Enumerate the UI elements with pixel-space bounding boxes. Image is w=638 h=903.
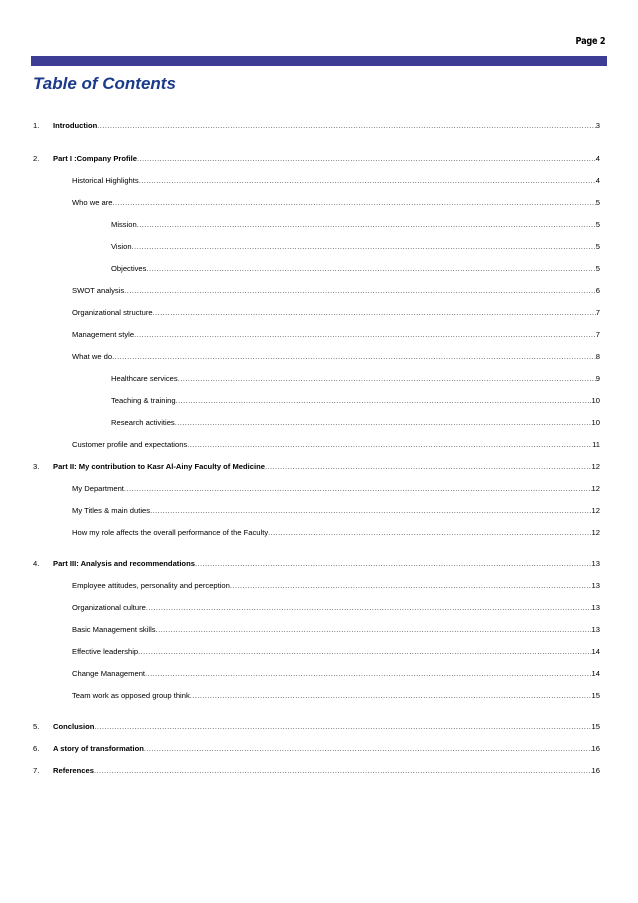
toc-entry-page: 15 [591, 691, 600, 700]
toc-entry-page: 12 [591, 506, 600, 515]
toc-leader-dots [178, 373, 596, 385]
toc-entry[interactable] [0, 527, 638, 539]
toc-leader-dots [268, 527, 591, 539]
toc-leader-dots [265, 461, 592, 473]
toc-entry-page: 7 [595, 308, 600, 317]
toc-leader-dots [144, 743, 592, 755]
toc-entry-page: 5 [595, 220, 600, 229]
toc-leader-dots [124, 483, 592, 495]
toc-entry-label: Objectives [111, 264, 147, 273]
toc-entry[interactable] [0, 646, 638, 658]
toc-entry-label: My Department [72, 484, 124, 493]
toc-entry-page: 8 [595, 352, 600, 361]
toc-entry-page: 13 [591, 603, 600, 612]
toc-entry-number: 6. [33, 744, 40, 753]
toc-leader-dots [146, 263, 595, 275]
toc-leader-dots [134, 329, 596, 341]
toc-entry-label: Part I :Company Profile [53, 154, 137, 163]
toc-entry-row [111, 241, 600, 253]
toc-entry-row [72, 197, 600, 209]
toc-entry-row [111, 395, 600, 407]
toc-entry-page: 13 [591, 559, 600, 568]
toc-entry-row [72, 505, 600, 517]
toc-entry-page: 5 [595, 198, 600, 207]
toc-leader-dots [139, 175, 596, 187]
toc-entry-page: 14 [591, 647, 600, 656]
toc-entry-label: How my role affects the overall performance of the Faculty [72, 528, 269, 537]
toc-entry-row [53, 558, 600, 570]
toc-entry[interactable] [0, 417, 638, 429]
toc-entry[interactable] [0, 153, 638, 165]
toc-entry[interactable] [0, 219, 638, 231]
toc-entry-label: Introduction [53, 121, 98, 130]
toc-entry-label: Customer profile and expectations [72, 440, 188, 449]
toc-entry-page: 13 [591, 581, 600, 590]
toc-entry-page: 5 [595, 242, 600, 251]
toc-entry-row [72, 690, 600, 702]
toc-leader-dots [94, 765, 592, 777]
toc-leader-dots [112, 351, 596, 363]
toc-entry-label: SWOT analysis [72, 286, 125, 295]
toc-leader-dots [94, 721, 591, 733]
toc-entry[interactable] [0, 743, 638, 755]
toc-entry-label: Organizational culture [72, 603, 146, 612]
toc-leader-dots [230, 580, 592, 592]
toc-entry[interactable] [0, 765, 638, 777]
toc-entry[interactable] [0, 329, 638, 341]
toc-leader-dots [190, 690, 592, 702]
toc-entry-number: 3. [33, 462, 40, 471]
toc-entry-row [72, 527, 600, 539]
toc-entry-page: 7 [595, 330, 600, 339]
toc-entry-row [72, 624, 600, 636]
toc-entry-row [53, 153, 600, 165]
toc-entry-row [111, 263, 600, 275]
toc-entry-row [72, 175, 600, 187]
toc-entry-page: 12 [591, 528, 600, 537]
toc-entry[interactable] [0, 505, 638, 517]
toc-entry[interactable] [0, 461, 638, 473]
toc-leader-dots [124, 285, 596, 297]
toc-entry-page: 10 [591, 418, 600, 427]
toc-entry-label: What we do [72, 352, 113, 361]
toc-leader-dots [145, 668, 592, 680]
header-accent-bar [31, 56, 607, 66]
toc-entry-row [72, 439, 600, 451]
toc-entry-page: 3 [595, 121, 600, 130]
toc-leader-dots [113, 197, 596, 209]
toc-leader-dots [195, 558, 592, 570]
toc-entry-label: Part II: My contribution to Kasr Al-Ainy Faculty of Medicine [53, 462, 265, 471]
toc-entry-row [111, 219, 600, 231]
toc-entry[interactable] [0, 439, 638, 451]
toc-entry-number: 7. [33, 766, 40, 775]
toc-entry-page: 9 [595, 374, 600, 383]
toc-leader-dots [132, 241, 596, 253]
toc-entry-label: My Titles & main duties [72, 506, 151, 515]
toc-entry[interactable] [0, 373, 638, 385]
toc-entry-number: 2. [33, 154, 40, 163]
toc-entry-row [53, 461, 600, 473]
toc-entry[interactable] [0, 624, 638, 636]
toc-entry-label: Vision [111, 242, 132, 251]
toc-entry-row [72, 668, 600, 680]
toc-entry[interactable] [0, 241, 638, 253]
toc-entry-page: 11 [592, 440, 600, 449]
toc-entry[interactable] [0, 483, 638, 495]
toc-entry-row [72, 646, 600, 658]
toc-entry-page: 14 [591, 669, 600, 678]
toc-entry-label: Basic Management skills [72, 625, 156, 634]
toc-entry-label: A story of transformation [53, 744, 144, 753]
toc-entry[interactable] [0, 602, 638, 614]
toc-entry-page: 12 [591, 484, 600, 493]
toc-title: Table of Contents [33, 74, 176, 93]
toc-entry-label: Teaching & training [111, 396, 176, 405]
toc-entry-label: Change Management [72, 669, 146, 678]
toc-entry-row [53, 765, 600, 777]
toc-entry[interactable] [0, 285, 638, 297]
toc-entry[interactable] [0, 307, 638, 319]
toc-leader-dots [146, 602, 592, 614]
toc-entry-row [72, 329, 600, 341]
toc-entry-label: Employee attitudes, personality and perception [72, 581, 230, 590]
toc-entry-page: 16 [591, 766, 600, 775]
toc-entry-page: 5 [595, 264, 600, 273]
toc-entry-label: Management style [72, 330, 135, 339]
toc-leader-dots [138, 646, 591, 658]
toc-entry-row [72, 580, 600, 592]
toc-entry-label: Effective leadership [72, 647, 139, 656]
toc-leader-dots [156, 624, 592, 636]
toc-entry-row [72, 285, 600, 297]
toc-entry-row [111, 373, 600, 385]
toc-entry-label: Historical Highlights [72, 176, 139, 185]
toc-entry[interactable] [0, 351, 638, 363]
toc-entry-row [72, 483, 600, 495]
toc-entry-page: 4 [595, 154, 600, 163]
toc-entry-row [72, 307, 600, 319]
toc-entry-page: 4 [595, 176, 600, 185]
toc-entry[interactable] [0, 263, 638, 275]
toc-entry-page: 10 [591, 396, 600, 405]
toc-entry-number: 4. [33, 559, 40, 568]
toc-entry[interactable] [0, 395, 638, 407]
toc-entry-page: 13 [591, 625, 600, 634]
toc-entry-page: 16 [591, 744, 600, 753]
toc-entry[interactable] [0, 175, 638, 187]
toc-entry-page: 12 [591, 462, 600, 471]
toc-leader-dots [137, 219, 596, 231]
toc-leader-dots [150, 505, 591, 517]
toc-leader-dots [176, 395, 592, 407]
toc-entry-label: References [53, 766, 94, 775]
toc-entry-label: Team work as opposed group think [72, 691, 190, 700]
toc-entry[interactable] [0, 721, 638, 733]
toc-entry-row [72, 351, 600, 363]
toc-entry-row [53, 120, 600, 132]
toc-entry-label: Conclusion [53, 722, 95, 731]
toc-entry[interactable] [0, 558, 638, 570]
toc-entry-label: Who we are [72, 198, 113, 207]
toc-entry-number: 5. [33, 722, 40, 731]
toc-entry-page: 6 [595, 286, 600, 295]
toc-entry-label: Part III: Analysis and recommendations [53, 559, 195, 568]
toc-leader-dots [137, 153, 596, 165]
toc-leader-dots [97, 120, 595, 132]
toc-leader-dots [187, 439, 592, 451]
toc-entry-page: 15 [591, 722, 600, 731]
toc-entry[interactable] [0, 197, 638, 209]
toc-entry-label: Healthcare services [111, 374, 178, 383]
toc-entry[interactable] [0, 120, 638, 132]
toc-entry-label: Organizational structure [72, 308, 153, 317]
toc-entry-row [53, 721, 600, 733]
toc-entry-number: 1. [33, 121, 40, 130]
toc-entry-label: Research activities [111, 418, 175, 427]
toc-entry[interactable] [0, 668, 638, 680]
toc-leader-dots [153, 307, 596, 319]
toc-entry-label: Mission [111, 220, 137, 229]
toc-leader-dots [175, 417, 592, 429]
toc-entry-row [72, 602, 600, 614]
toc-entry-row [53, 743, 600, 755]
page-number: Page 2 [575, 36, 605, 47]
toc-entry[interactable] [0, 580, 638, 592]
toc-entry-row [111, 417, 600, 429]
toc-entry[interactable] [0, 690, 638, 702]
